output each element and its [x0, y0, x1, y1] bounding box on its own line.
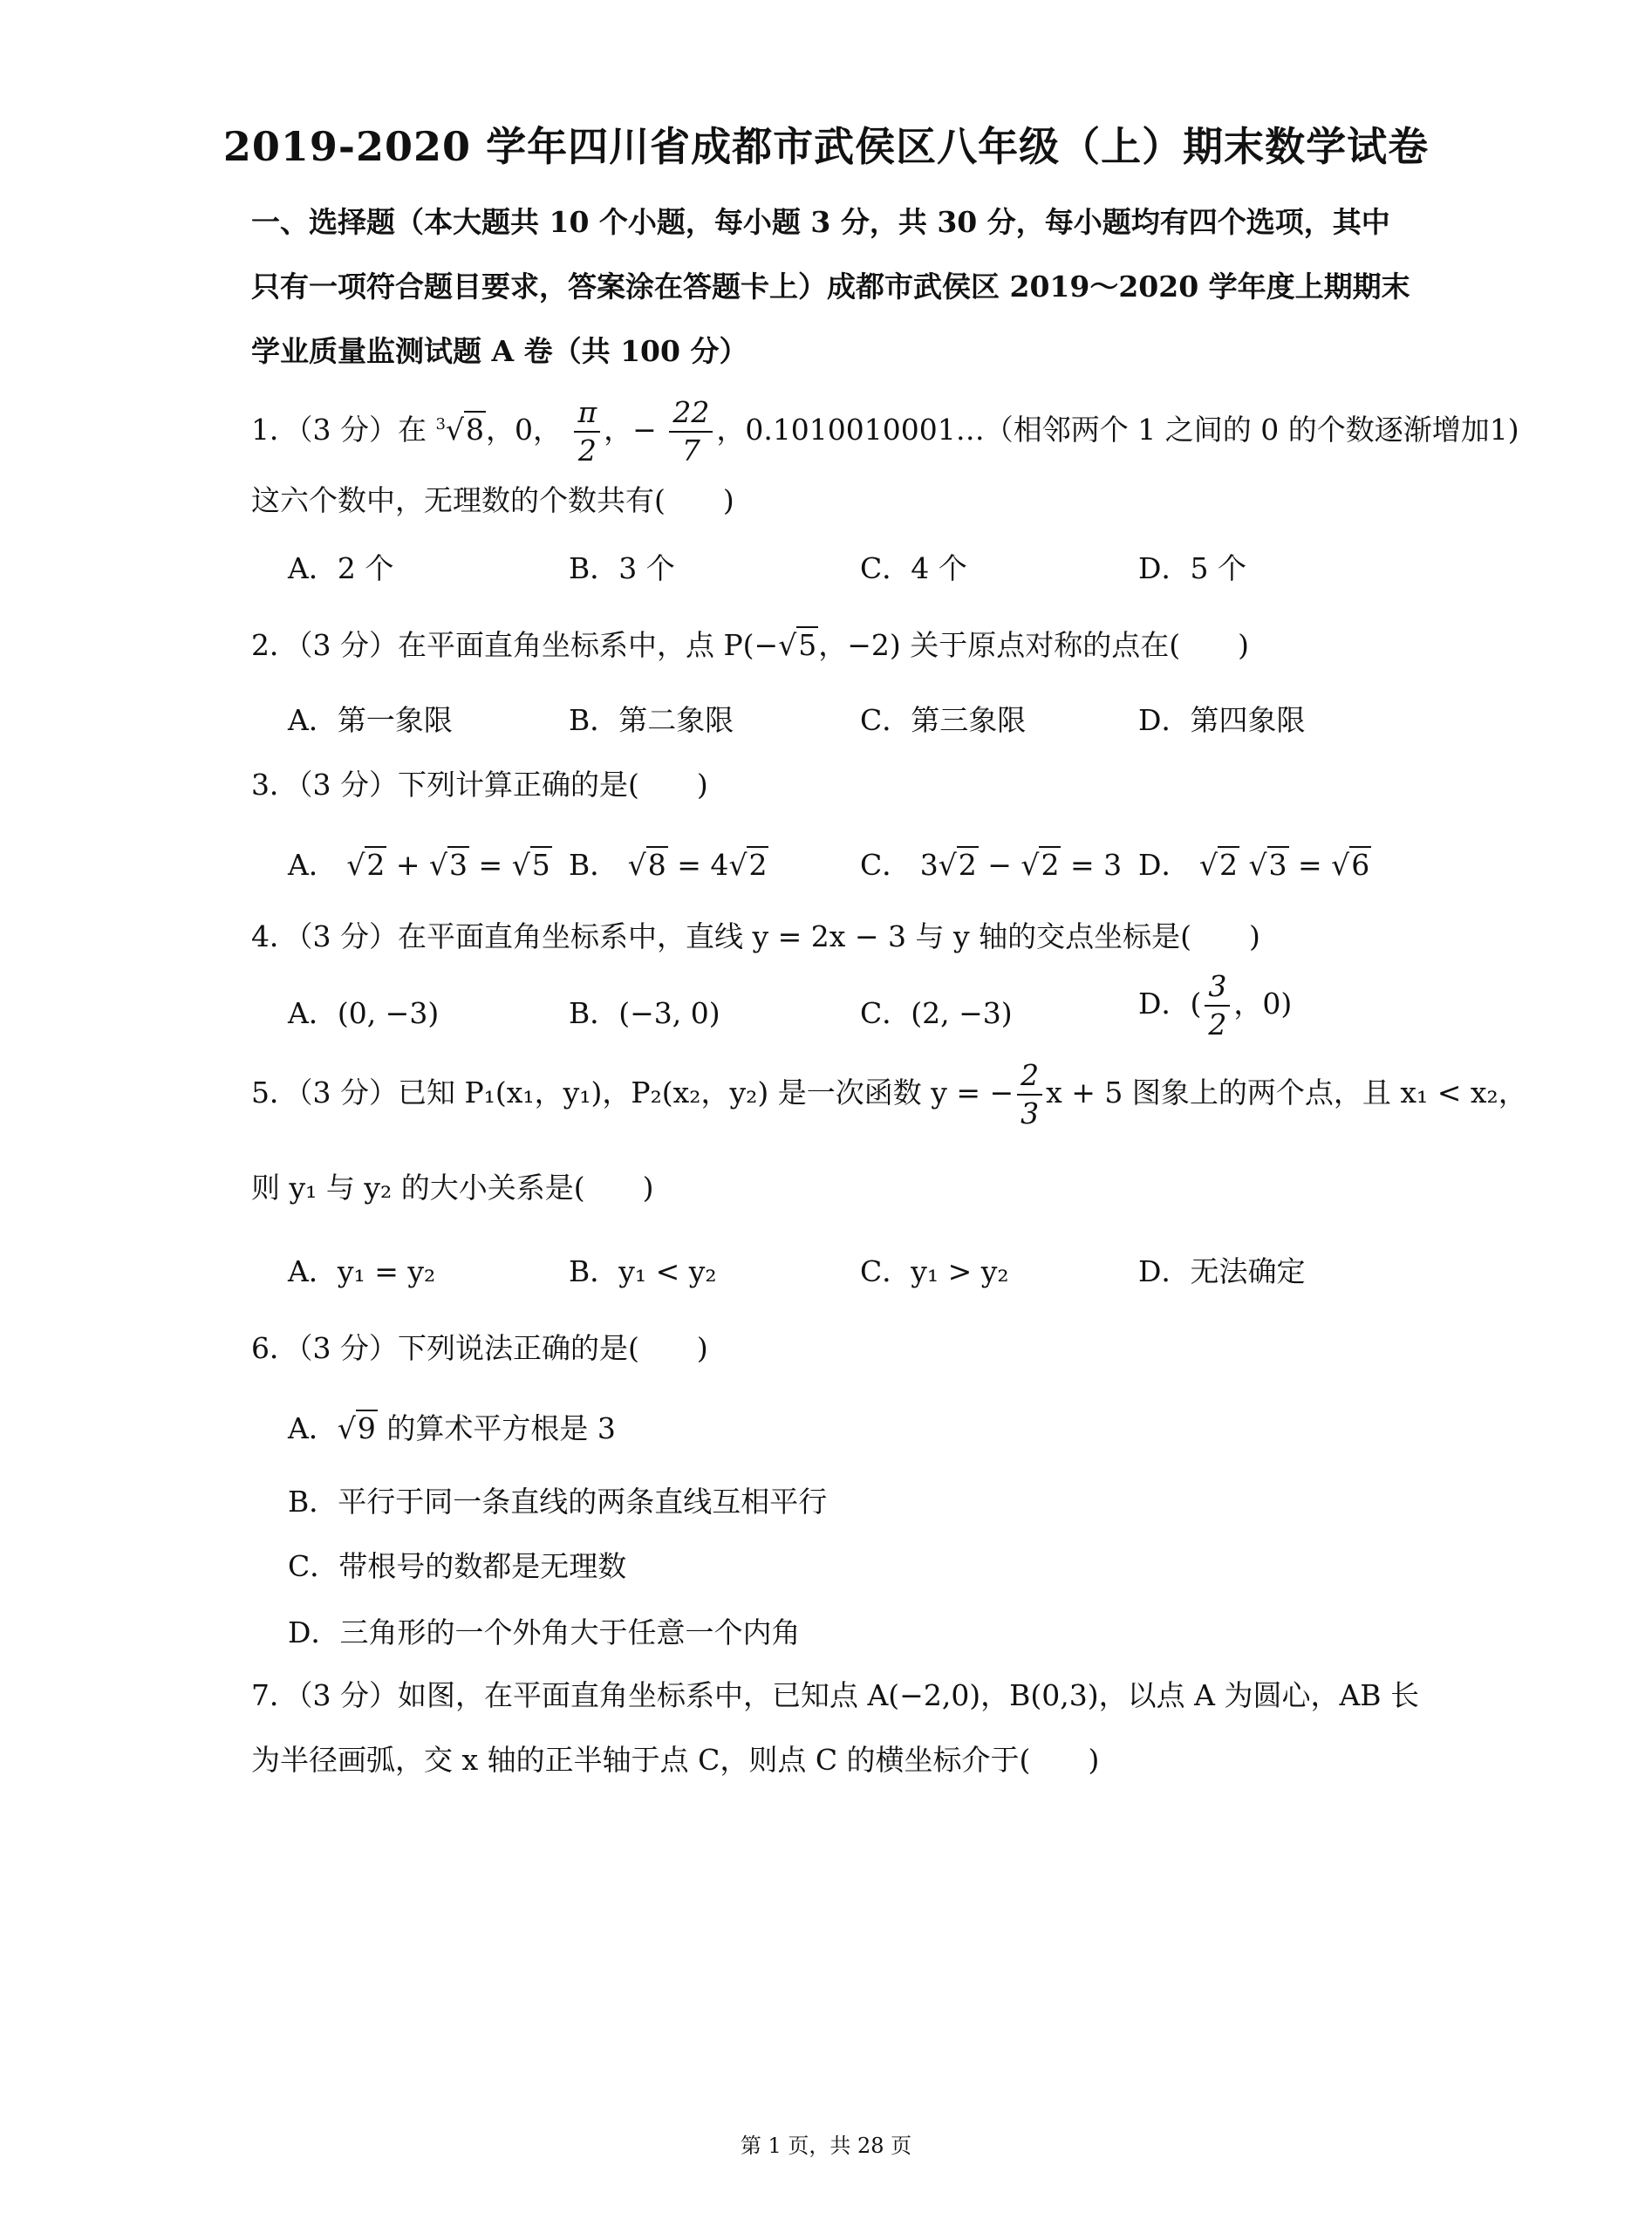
q1-option-d[interactable]: D．5 个 — [1138, 551, 1246, 585]
fraction-pi-over-2: $\frac{\pi}{2}$ — [574, 394, 600, 469]
q1-prefix: 1．（3 分）在 — [251, 413, 427, 447]
q1-rest: ，0.1010010001…（相邻两个 1 之间的 0 的个数逐渐增加1) — [716, 413, 1519, 447]
sqrt-5: √5 — [778, 628, 817, 662]
q6-option-b[interactable]: B．平行于同一条直线的两条直线互相平行 — [288, 1485, 828, 1519]
q1-option-c[interactable]: C．4 个 — [860, 551, 967, 585]
question-7: 7．（3 分）如图，在平面直角坐标系中，已知点 A(−2,0)，B(0,3)，以点 A 为圆心，AB 长 — [251, 1678, 1420, 1712]
page-footer: 第 1 页，共 28 页 — [740, 2134, 912, 2158]
q4-option-a[interactable]: A．(0, −3) — [288, 996, 440, 1030]
question-7-line2: 为半径画弧，交 x 轴的正半轴于点 C，则点 C 的横坐标介于( ) — [251, 1743, 1100, 1777]
q3-option-b[interactable]: B． √8 = 4√2 — [569, 848, 768, 882]
fraction-22-over-7: $\frac{22}{7}$ — [669, 394, 713, 469]
q1-sep1: ，0， — [485, 413, 562, 447]
q4-option-c[interactable]: C．(2, −3) — [860, 996, 1013, 1030]
section-heading: 一、选择题（本大题共 10 个小题，每小题 3 分，共 30 分，每小题均有四个选项，其中只有一项符合题目要求，答案涂在答题卡上）成都市武侯区 2019～2020 学年度上期期末学业质量监测试题 A 卷（共 100 分） — [251, 205, 1410, 368]
q6-option-d[interactable]: D．三角形的一个外角大于任意一个内角 — [288, 1615, 801, 1649]
question-2: 2．（3 分）在平面直角坐标系中，点 P(−√5，−2) 关于原点对称的点在( ) — [251, 628, 1249, 662]
q5-option-c[interactable]: C．y₁ > y₂ — [860, 1254, 1009, 1288]
q4-option-b[interactable]: B．(−3, 0) — [569, 996, 720, 1030]
cube-root-8: $^3$√8 — [435, 413, 484, 447]
q3-option-c[interactable]: C． 3√2 − √2 = 3 — [860, 848, 1123, 882]
q5-option-d[interactable]: D．无法确定 — [1138, 1254, 1306, 1288]
q5-option-b[interactable]: B．y₁ < y₂ — [569, 1254, 717, 1288]
q4-option-d[interactable]: D．( $\frac{3}{2}$ ，0) — [1138, 969, 1293, 1041]
q2-option-a[interactable]: A．第一象限 — [288, 703, 453, 737]
q6-option-c[interactable]: C．带根号的数都是无理数 — [288, 1549, 627, 1583]
fraction-2-over-3: $\frac{2}{3}$ — [1017, 1057, 1042, 1132]
q2-option-b[interactable]: B．第二象限 — [569, 703, 734, 737]
question-5: 5．（3 分）已知 P₁(x₁，y₁)，P₂(x₂，y₂) 是一次函数 y = − $\frac{2}{3}$ x + 5 图象上的两个点，且 x₁ < x₂， — [251, 1058, 1527, 1130]
q3-option-a[interactable]: A． √2 + √3 = √5 — [288, 848, 550, 882]
q3-option-d[interactable]: D． √2 √3 = √6 — [1138, 848, 1370, 882]
question-3: 3．（3 分）下列计算正确的是( ) — [251, 768, 708, 802]
question-1-line2: 这六个数中，无理数的个数共有( ) — [251, 483, 734, 517]
q2-option-c[interactable]: C．第三象限 — [860, 703, 1027, 737]
question-1 — [251, 394, 1519, 469]
page-title: 2019-2020 学年四川省成都市武侯区八年级（上）期末数学试卷 — [222, 123, 1430, 170]
q1-option-a[interactable]: A．2 个 — [288, 551, 394, 585]
q5-option-a[interactable]: A．y₁ = y₂ — [288, 1254, 436, 1288]
q1-neg: ，− — [604, 413, 657, 447]
question-4: 4．（3 分）在平面直角坐标系中，直线 y = 2x − 3 与 y 轴的交点坐标是( ) — [251, 919, 1260, 953]
q1-option-b[interactable]: B．3 个 — [569, 551, 675, 585]
question-5-line2: 则 y₁ 与 y₂ 的大小关系是( ) — [251, 1171, 654, 1205]
q6-option-a[interactable]: A．√9 的算术平方根是 3 — [288, 1411, 616, 1445]
question-6: 6．（3 分）下列说法正确的是( ) — [251, 1331, 708, 1365]
q2-option-d[interactable]: D．第四象限 — [1138, 703, 1306, 737]
